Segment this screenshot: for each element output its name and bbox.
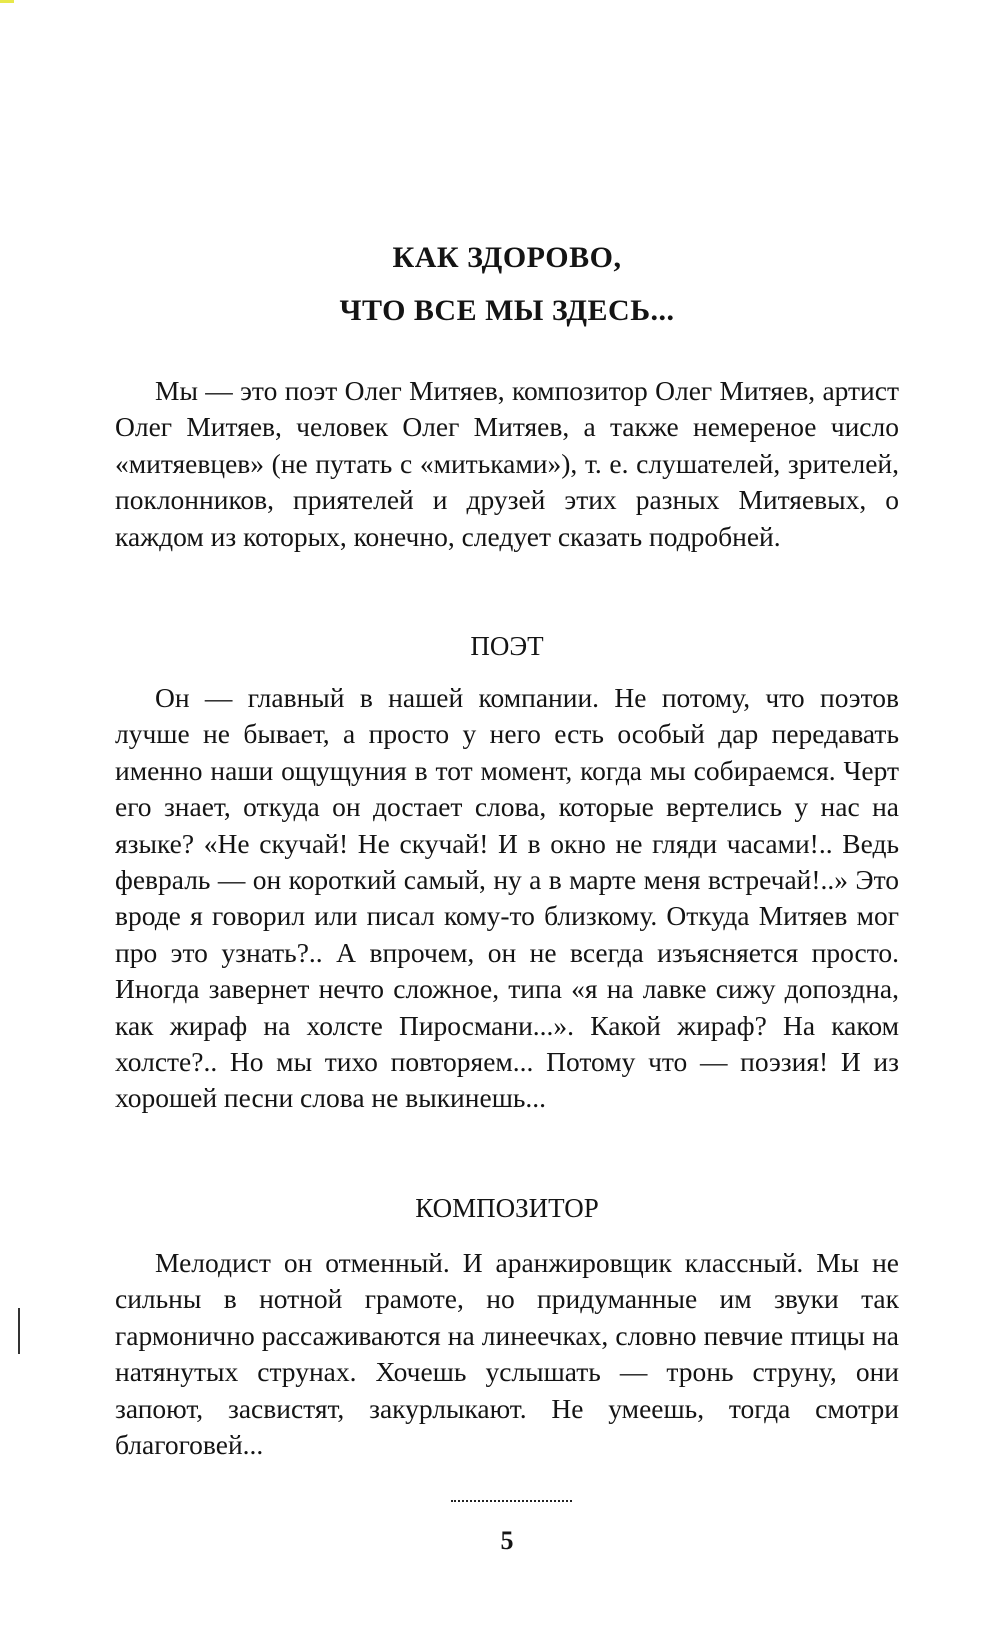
page-number: 5 <box>500 1526 514 1555</box>
composer-paragraph: Мелодист он отменный. И аранжировщик классный. Мы не сильны в нотной грамоте, но придуманные им звуки так гармонично рассаживаются на линеечках, словно певчие птицы на натянутых струнах. Хочешь услышать — тронь струну, они запоют, засвистят, закурлыкают. Не умеешь, тогда смотри благоговей... <box>115 1247 899 1461</box>
scan-edge-mark <box>0 0 14 3</box>
chapter-title-line-1: КАК ЗДОРОВО, <box>392 241 622 274</box>
section-heading-composer: КОМПОЗИТОР <box>415 1193 599 1223</box>
section-heading-poet: ПОЭТ <box>470 631 544 661</box>
scan-margin-mark <box>18 1308 20 1354</box>
poet-paragraph: Он — главный в нашей компании. Не потому, что поэтов лучше не бывает, а просто у него есть особый дар передавать именно наши ощущуния в тот момент, когда мы собираемся. Черт его знает, откуда он достает слова, которые вертелись у нас на языке? «Не скучай! Не скучай! И в окно не гляди часами!.. Ведь февраль — он короткий самый, ну а в марте меня встречай!..» Это вроде я говорил или писал кому-то близкому. Откуда Митяев мог про это узнать?.. А впрочем, он не всегда изъясняется просто. Иногда завернет нечто сложное, типа «я на лавке сижу допоздна, как жираф на холсте Пиросмани...». Какой жираф? На каком холсте?.. Но мы тихо повторяем... Потому что — поэзия! И из хорошей песни слова не выкинешь... <box>115 682 899 1114</box>
chapter-title-line-2: ЧТО ВСЕ МЫ ЗДЕСЬ... <box>339 294 675 327</box>
intro-paragraph: Мы — это поэт Олег Митяев, композитор Олег Митяев, артист Олег Митяев, человек Олег Митяев, а также немереное число «митяевцев» (не путать с «митьками»), т. е. слушателей, зрителей, поклонников, приятелей и друзей этих разных Митяевых, о каждом из которых, конечно, следует сказать подробней. <box>115 375 899 552</box>
footer-divider <box>451 1500 572 1502</box>
book-page <box>115 0 899 1642</box>
